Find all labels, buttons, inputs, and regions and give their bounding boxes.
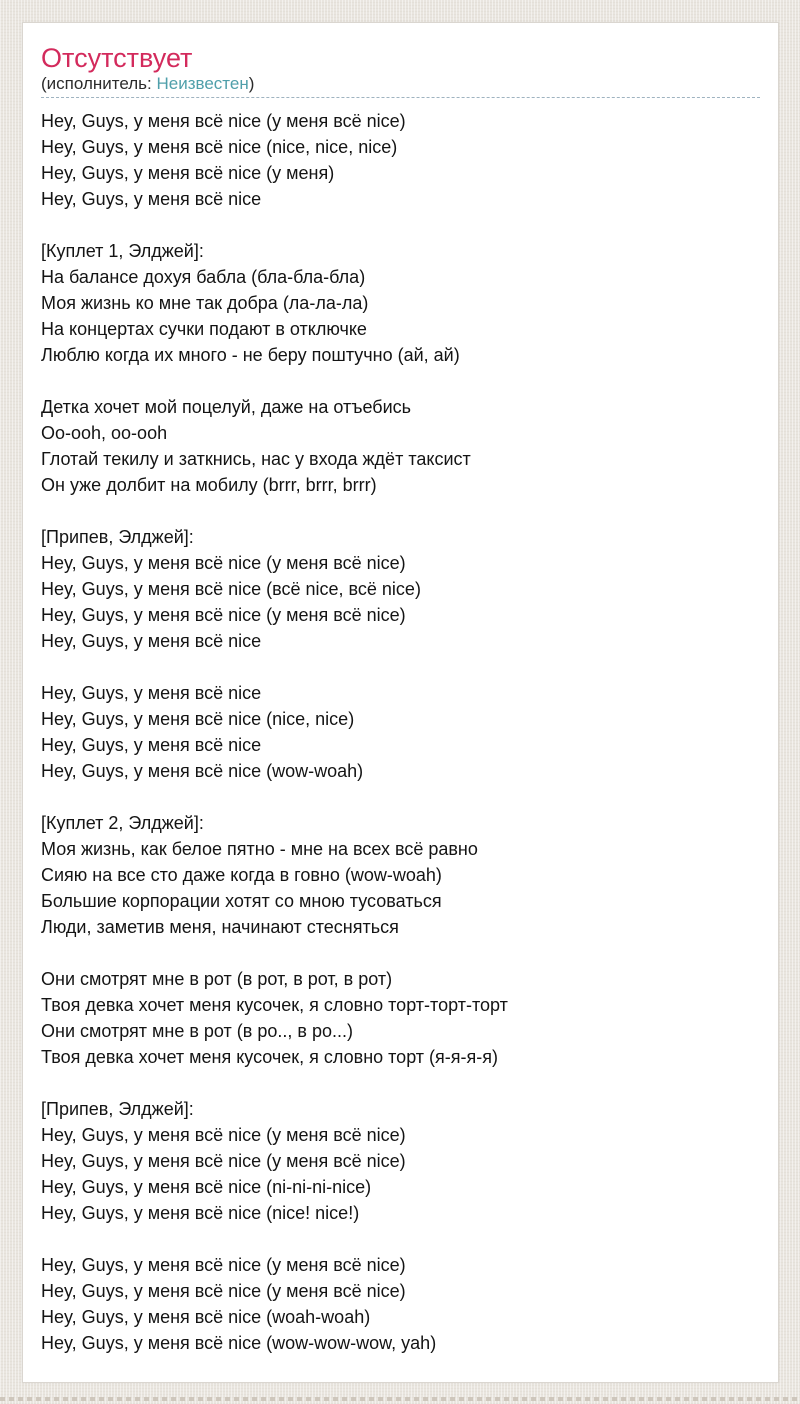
lyrics-line: Они смотрят мне в рот (в рот, в рот, в рот) [41,969,393,989]
stanza [41,966,760,1070]
lyrics-line: Hey, Guys, у меня всё nice (nice! nice!) [41,1203,360,1223]
lyrics-line: Сияю на все сто даже когда в говно (wow-woah) [41,865,442,885]
lyrics-line: Моя жизнь ко мне так добра (ла-ла-ла) [41,293,369,313]
lyrics-line: Глотай текилу и заткнись, нас у входа ждёт таксист [41,449,471,469]
lyrics-line: Hey, Guys, у меня всё nice (nice, nice) [41,709,355,729]
lyrics-line: [Припев, Элджей]: [41,1099,194,1119]
artist-link[interactable]: Неизвестен [156,74,249,93]
lyrics-line: На концертах сучки подают в отключке [41,319,367,339]
lyrics-line: Hey, Guys, у меня всё nice (nice, nice, nice) [41,137,398,157]
lyrics-line: Hey, Guys, у меня всё nice (wow-wow-wow, yah) [41,1333,437,1353]
lyrics-line: Твоя девка хочет меня кусочек, я словно торт (я-я-я-я) [41,1047,499,1067]
lyrics-line: [Куплет 2, Элджей]: [41,813,204,833]
lyrics-line: Люди, заметив меня, начинают стесняться [41,917,399,937]
song-header [41,42,760,98]
lyrics-line: Они смотрят мне в рот (в ро.., в ро...) [41,1021,353,1041]
lyrics-line: Hey, Guys, у меня всё nice (у меня всё nice) [41,1281,406,1301]
background-dashed-edge [0,1397,800,1401]
lyrics-line: Моя жизнь, как белое пятно - мне на всех всё равно [41,839,478,859]
artist-line-close: ) [248,74,255,93]
lyrics-card [22,22,779,1383]
lyrics-line: Hey, Guys, у меня всё nice [41,189,262,209]
lyrics-line: Hey, Guys, у меня всё nice (у меня всё nice) [41,1151,406,1171]
lyrics-line: Детка хочет мой поцелуй, даже на отъебись [41,397,412,417]
stanza [41,1096,760,1226]
lyrics-line: Hey, Guys, у меня всё nice (у меня всё nice) [41,1125,406,1145]
lyrics-line: Hey, Guys, у меня всё nice (woah-woah) [41,1307,371,1327]
lyrics-line: Люблю когда их много - не беру поштучно (ай, ай) [41,345,460,365]
lyrics-line: Hey, Guys, у меня всё nice [41,631,262,651]
lyrics-line: Hey, Guys, у меня всё nice (у меня) [41,163,335,183]
lyrics-line: Hey, Guys, у меня всё nice (у меня всё nice) [41,111,406,131]
stanza [41,1252,760,1356]
artist-line [41,74,760,94]
lyrics-line: Hey, Guys, у меня всё nice (у меня всё nice) [41,605,406,625]
stanza [41,238,760,368]
lyrics-line: Hey, Guys, у меня всё nice [41,683,262,703]
lyrics-line: Hey, Guys, у меня всё nice (у меня всё nice) [41,553,406,573]
stanza [41,524,760,654]
stanza [41,108,760,212]
lyrics-line: Hey, Guys, у меня всё nice (у меня всё nice) [41,1255,406,1275]
lyrics-line: [Припев, Элджей]: [41,527,194,547]
lyrics-line: Oo-ooh, oo-ooh [41,423,168,443]
page-title: Отсутствует [41,43,193,73]
lyrics-line: Большие корпорации хотят со мною тусоваться [41,891,442,911]
lyrics-line: [Куплет 1, Элджей]: [41,241,204,261]
stanza [41,394,760,498]
lyrics [41,108,760,1356]
lyrics-line: Hey, Guys, у меня всё nice (ni-ni-ni-nice) [41,1177,372,1197]
lyrics-line: Hey, Guys, у меня всё nice (всё nice, всё nice) [41,579,421,599]
lyrics-line: Hey, Guys, у меня всё nice (wow-woah) [41,761,364,781]
lyrics-line: На балансе дохуя бабла (бла-бла-бла) [41,267,366,287]
artist-label: (исполнитель: [41,74,157,93]
lyrics-line: Твоя девка хочет меня кусочек, я словно торт-торт-торт [41,995,508,1015]
lyrics-line: Hey, Guys, у меня всё nice [41,735,262,755]
lyrics-line: Он уже долбит на мобилу (brrr, brrr, brrr) [41,475,377,495]
stanza [41,680,760,784]
stanza [41,810,760,940]
